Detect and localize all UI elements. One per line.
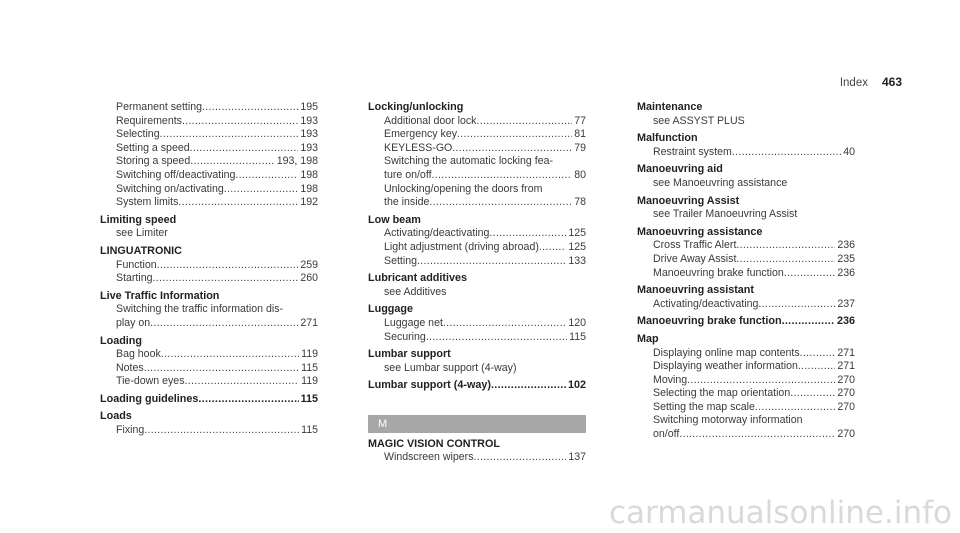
index-entry <box>100 317 318 331</box>
entry-text: Switching the automatic locking fea- <box>384 155 553 168</box>
page-reference: 270 <box>837 400 855 413</box>
index-heading <box>368 214 586 228</box>
index-column-2-section-m-entries <box>368 438 586 465</box>
page-reference: 125 <box>568 240 586 253</box>
entry-text: MAGIC VISION CONTROL <box>368 437 500 450</box>
entry-text: Lumbar support (4-way) <box>368 379 491 392</box>
index-entry <box>637 298 855 312</box>
page-reference: 259 <box>300 258 318 271</box>
page-reference: 40 <box>843 145 855 158</box>
entry-text: Bag hook <box>116 348 161 361</box>
leader-dots <box>432 169 573 183</box>
index-entry <box>368 451 586 465</box>
entry-text: Fixing <box>116 424 145 437</box>
entry-text: Tie-down eyes <box>116 375 185 388</box>
page-reference: 119 <box>301 348 318 361</box>
page-reference: 78 <box>574 196 586 209</box>
entry-text: Moving <box>653 373 688 386</box>
leader-dots <box>476 115 572 129</box>
entry-text: Starting <box>116 272 153 285</box>
entry-text: Drive Away Assist <box>653 252 737 265</box>
index-entry <box>637 146 855 160</box>
index-heading <box>100 290 318 304</box>
index-heading <box>368 272 586 286</box>
page-number: 463 <box>881 75 902 89</box>
index-heading <box>368 303 586 317</box>
index-entry <box>637 239 855 253</box>
index-entry <box>100 259 318 273</box>
page-reference: 195 <box>300 101 318 113</box>
page-reference: 198 <box>300 168 318 181</box>
index-heading <box>100 335 318 349</box>
index-heading <box>368 438 586 452</box>
index-entry <box>368 331 586 345</box>
index-heading <box>100 410 318 424</box>
leader-dots <box>160 128 299 142</box>
entry-text: Manoeuvring Assist <box>637 194 740 207</box>
page-reference: 260 <box>300 272 318 285</box>
leader-dots <box>429 196 572 210</box>
page-reference: 193 <box>300 114 318 127</box>
index-entry <box>637 401 855 415</box>
entry-text: Activating/deactivating <box>653 297 759 310</box>
index-heading <box>637 163 855 177</box>
index-entry <box>100 155 318 169</box>
index-column-3 <box>637 101 855 442</box>
leader-dots <box>457 128 572 142</box>
entry-text: see Trailer Manoeuvring Assist <box>653 208 798 221</box>
page-reference: 193 <box>300 128 318 141</box>
index-entry <box>368 128 586 142</box>
index-heading <box>637 333 855 347</box>
index-entry <box>100 128 318 142</box>
index-heading <box>368 101 586 115</box>
entry-text: Switching on/activating <box>116 182 224 195</box>
page-reference: 236 <box>837 266 855 279</box>
leader-dots <box>790 387 835 401</box>
leader-dots <box>182 115 298 129</box>
entry-text: Setting a speed <box>116 141 190 154</box>
index-heading <box>637 101 855 115</box>
index-heading <box>637 284 855 298</box>
entry-text: see Additives <box>384 285 447 298</box>
entry-text: Malfunction <box>637 132 698 145</box>
index-entry <box>368 317 586 331</box>
page-reference: 192 <box>300 196 318 209</box>
entry-text: Selecting <box>116 128 160 141</box>
page-header <box>840 75 902 89</box>
page-reference: 271 <box>837 360 855 373</box>
page-reference: 119 <box>301 375 318 388</box>
leader-dots <box>732 146 841 160</box>
index-entry <box>368 115 586 129</box>
index-entry <box>637 414 855 428</box>
leader-dots <box>443 317 566 331</box>
page-reference: 198 <box>300 182 318 195</box>
page-reference: 270 <box>837 373 855 386</box>
leader-dots <box>679 428 835 442</box>
index-entry <box>637 208 855 222</box>
entry-text: Unlocking/opening the doors from <box>384 182 543 195</box>
leader-dots <box>202 101 298 115</box>
page-reference: 270 <box>837 428 855 441</box>
page-reference: 271 <box>300 316 318 329</box>
leader-dots <box>417 255 566 269</box>
entry-text: Luggage <box>368 303 413 316</box>
entry-text: Selecting the map orientation <box>653 387 791 400</box>
page-reference: 115 <box>300 392 318 405</box>
index-entry <box>637 374 855 388</box>
entry-text: see Manoeuvring assistance <box>653 176 788 189</box>
leader-dots <box>687 374 835 388</box>
entry-text: Displaying weather information <box>653 360 798 373</box>
index-entry <box>100 142 318 156</box>
leader-dots <box>150 317 298 331</box>
index-heading <box>368 379 586 393</box>
index-column-2-entries <box>368 101 586 393</box>
entry-text: see ASSYST PLUS <box>653 114 745 127</box>
leader-dots <box>452 142 572 156</box>
entry-text: Loads <box>100 410 132 423</box>
index-entry <box>368 227 586 241</box>
page-reference: 235 <box>837 252 855 265</box>
index-entry <box>637 387 855 401</box>
page-reference: 115 <box>301 361 318 374</box>
entry-text: Windscreen wipers <box>384 451 474 464</box>
entry-text: Loading guidelines <box>100 392 199 405</box>
entry-text: on/off <box>653 428 680 441</box>
index-heading <box>368 348 586 362</box>
index-entry <box>100 101 318 115</box>
section-letter-bar: M <box>368 415 586 433</box>
entry-text: Switching the traffic information dis- <box>116 303 284 316</box>
leader-dots <box>224 183 299 197</box>
entry-text: see Limiter <box>116 227 168 240</box>
entry-text: Lumbar support <box>368 348 451 361</box>
leader-dots <box>736 253 835 267</box>
index-entry <box>100 375 318 389</box>
entry-text: Manoeuvring brake function <box>653 266 784 279</box>
index-entry <box>637 360 855 374</box>
entry-text: Low beam <box>368 213 421 226</box>
leader-dots <box>185 375 300 389</box>
page-reference: 236 <box>837 239 855 252</box>
leader-dots <box>190 142 299 156</box>
page-reference: 120 <box>568 316 586 329</box>
entry-text: Light adjustment (driving abroad) <box>384 240 539 253</box>
index-entry <box>368 169 586 183</box>
leader-dots <box>489 227 566 241</box>
entry-text: Loading <box>100 334 142 347</box>
entry-text: ture on/off <box>384 168 432 181</box>
header-label: Index <box>839 77 868 89</box>
entry-text: Lubricant additives <box>368 272 467 285</box>
leader-dots <box>157 259 299 273</box>
entry-text: Maintenance <box>637 101 703 113</box>
leader-dots <box>539 241 566 255</box>
index-heading <box>637 132 855 146</box>
leader-dots <box>755 401 835 415</box>
index-entry <box>368 155 586 169</box>
entry-text: Additional door lock <box>384 114 477 127</box>
page-reference: 237 <box>837 297 855 310</box>
entry-text: Luggage net <box>384 316 443 329</box>
index-entry <box>100 348 318 362</box>
index-heading <box>637 195 855 209</box>
leader-dots <box>426 331 567 345</box>
index-entry <box>100 272 318 286</box>
index-entry <box>100 303 318 317</box>
leader-dots <box>474 451 567 465</box>
index-entry <box>368 196 586 210</box>
index-entry <box>368 286 586 300</box>
index-heading <box>100 214 318 228</box>
entry-text: Locking/unlocking <box>368 101 464 113</box>
page-reference: 115 <box>569 330 586 343</box>
entry-text: Cross Traffic Alert <box>653 239 737 252</box>
entry-text: Switching off/deactivating <box>116 168 236 181</box>
index-entry <box>637 267 855 281</box>
entry-text: Function <box>116 258 157 271</box>
page-reference: 133 <box>568 254 586 267</box>
entry-text: Requirements <box>116 114 182 127</box>
index-entry <box>368 362 586 376</box>
page-reference: 270 <box>837 387 855 400</box>
leader-dots <box>198 393 298 407</box>
index-entry <box>368 142 586 156</box>
entry-text: Manoeuvring assistant <box>637 284 754 297</box>
page-reference: 80 <box>574 168 586 181</box>
index-entry <box>637 253 855 267</box>
index-column-2 <box>368 101 586 465</box>
index-entry <box>100 362 318 376</box>
page-reference: 125 <box>568 227 586 240</box>
index-entry <box>637 347 855 361</box>
leader-dots <box>153 272 299 286</box>
watermark: carmanualsonline.info <box>608 495 952 531</box>
entry-text: Activating/deactivating <box>384 227 490 240</box>
index-entry <box>100 196 318 210</box>
entry-text: Setting <box>384 254 417 267</box>
entry-text: KEYLESS-GO <box>384 141 453 154</box>
page-reference: 102 <box>567 379 586 392</box>
page-reference: 193, 198 <box>276 155 318 168</box>
index-entry <box>637 177 855 191</box>
leader-dots <box>178 196 298 210</box>
page-reference: 77 <box>574 114 586 127</box>
leader-dots <box>784 267 836 281</box>
entry-text: Notes <box>116 361 144 374</box>
leader-dots <box>798 360 835 374</box>
leader-dots <box>190 155 275 169</box>
index-entry <box>368 255 586 269</box>
entry-text: Live Traffic Information <box>100 289 220 302</box>
entry-text: Securing <box>384 330 426 343</box>
index-entry <box>100 169 318 183</box>
entry-text: Emergency key <box>384 128 458 141</box>
leader-dots <box>782 315 835 329</box>
index-heading <box>637 226 855 240</box>
page-reference: 193 <box>300 141 318 154</box>
leader-dots <box>491 379 566 393</box>
page-reference: 115 <box>301 424 318 437</box>
index-heading <box>100 393 318 407</box>
index-entry <box>100 227 318 241</box>
entry-text: System limits <box>116 196 179 209</box>
entry-text: Displaying online map contents <box>653 346 800 359</box>
leader-dots <box>144 362 299 376</box>
index-entry <box>368 241 586 255</box>
entry-text: Restraint system <box>653 145 732 158</box>
entry-text: the inside <box>384 196 430 209</box>
page-reference: 236 <box>836 315 855 328</box>
index-column-1 <box>100 101 318 438</box>
leader-dots <box>736 239 835 253</box>
index-entry <box>637 428 855 442</box>
entry-text: see Lumbar support (4-way) <box>384 361 517 374</box>
entry-text: Switching motorway information <box>653 414 803 427</box>
page-reference: 137 <box>568 451 586 464</box>
index-entry <box>637 115 855 129</box>
page-reference: 81 <box>574 128 586 141</box>
entry-text: play on <box>116 316 151 329</box>
entry-text: Storing a speed <box>116 155 191 168</box>
entry-text: Manoeuvring assistance <box>637 225 763 238</box>
entry-text: LINGUATRONIC <box>100 244 182 257</box>
index-entry <box>100 183 318 197</box>
page-reference: 271 <box>837 346 855 359</box>
index-heading <box>100 245 318 259</box>
index-entry <box>100 115 318 129</box>
leader-dots <box>161 348 299 362</box>
entry-text: Limiting speed <box>100 213 177 226</box>
entry-text: Setting the map scale <box>653 400 755 413</box>
leader-dots <box>235 169 298 183</box>
entry-text: Manoeuvring aid <box>637 163 723 176</box>
index-entry <box>368 183 586 197</box>
entry-text: Permanent setting <box>116 101 202 113</box>
leader-dots <box>144 424 299 438</box>
entry-text: Manoeuvring brake function <box>637 315 782 328</box>
entry-text: Map <box>637 332 659 345</box>
page-reference: 79 <box>574 141 586 154</box>
leader-dots <box>758 298 835 312</box>
leader-dots <box>800 347 836 361</box>
index-entry <box>100 424 318 438</box>
index-heading <box>637 315 855 329</box>
